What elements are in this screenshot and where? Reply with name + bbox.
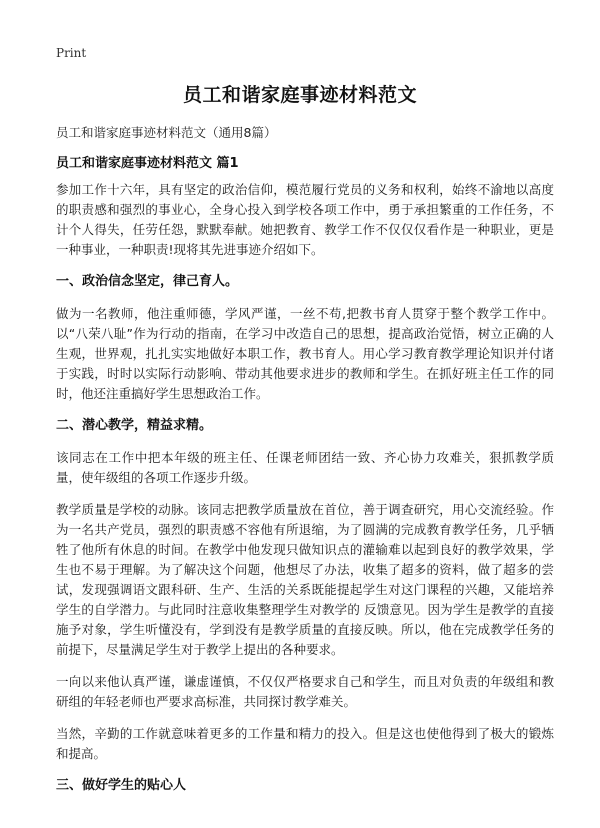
heading-student-care: 三、做好学生的贴心人 [56, 778, 187, 793]
heading-political-belief: 一、政治信念坚定，律己育人。 [56, 274, 239, 289]
paragraph-political-belief: 做为一名教师，他注重师德，学风严谨，一丝不苟,把教书育人贯穿于整个教学工作中。以“八荣八耻”作为行动的指南，在学习中改造自己的思想，提高政治觉悟，树立正确的人生观，世界观，扎扎实实地做好本职工作，教书育人。用心学习教育教学理论知识并付诸于实践，时时以实际行动影响、带动其他要求进步的教师和学生。在抓好班主任工作的同时，他还注重搞好学生思想政治工作。 [56, 306, 554, 401]
paragraph-teaching-quality: 教学质量是学校的动脉。该同志把教学质量放在首位，善于调查研究，用心交流经验。作为一名共产党员，强烈的职责感不容他有所退缩，为了圆满的完成教育教学任务，几乎牺牲了他所有休息的时间。在教学中他发现只做知识点的灌输难以起到良好的教学效果，学生也不易于理解。为了解决这个问题，他想尽了办法，收集了超多的资料，做了超多的尝试，发现强调语文跟科研、生产、生活的关系既能提起学生对这门课程的兴趣，又能培养学生的自学潜力。与此同时注意收集整理学生对教学的 反馈意见。因为学生是教学的直接施予对象，学生听懂没有，学到没有是教学质量的直接反映。所以，他在完成教学任务的前提下，尽量满足学生对于教学上提出的各种要求。 [56, 502, 554, 657]
paragraph-rigor: 一向以来他认真严谨，谦虚谨慎，不仅仅严格要求自己和学生，而且对负责的年级组和教研组的年轻老师也严要求高标准，共同探讨教学难关。 [56, 674, 554, 709]
paragraph-grade-leadership: 该同志在工作中把本年级的班主任、任课老师团结一致、齐心协力攻难关，狠抓教学质量，使年级组的各项工作逐步升级。 [56, 450, 554, 485]
print-link[interactable]: Print [56, 46, 87, 60]
heading-teaching: 二、潜心教学，精益求精。 [56, 418, 213, 433]
article-content [56, 180, 554, 808]
section-title: 员工和谐家庭事迹材料范文 篇1 [56, 156, 239, 171]
paragraph-intro: 参加工作十六年，具有坚定的政治信仰，模范履行党员的义务和权利，始终不渝地以高度的职责感和强烈的事业心，全身心投入到学校各项工作中，勇于承担繁重的工作任务，不计个人得失，任劳任怨，默默奉献。她把教育、教学工作不仅仅仅看作是一种职业，更是一种事业，一种职责!现将其先进事迹介绍如下。 [56, 182, 554, 257]
paragraph-hard-work: 当然，辛勤的工作就意味着更多的工作量和精力的投入。但是这也使他得到了极大的锻炼和提高。 [56, 726, 554, 761]
document-subtitle: 员工和谐家庭事迹材料范文（通用8篇） [56, 125, 277, 140]
page-title: 员工和谐家庭事迹材料范文 [182, 84, 417, 106]
